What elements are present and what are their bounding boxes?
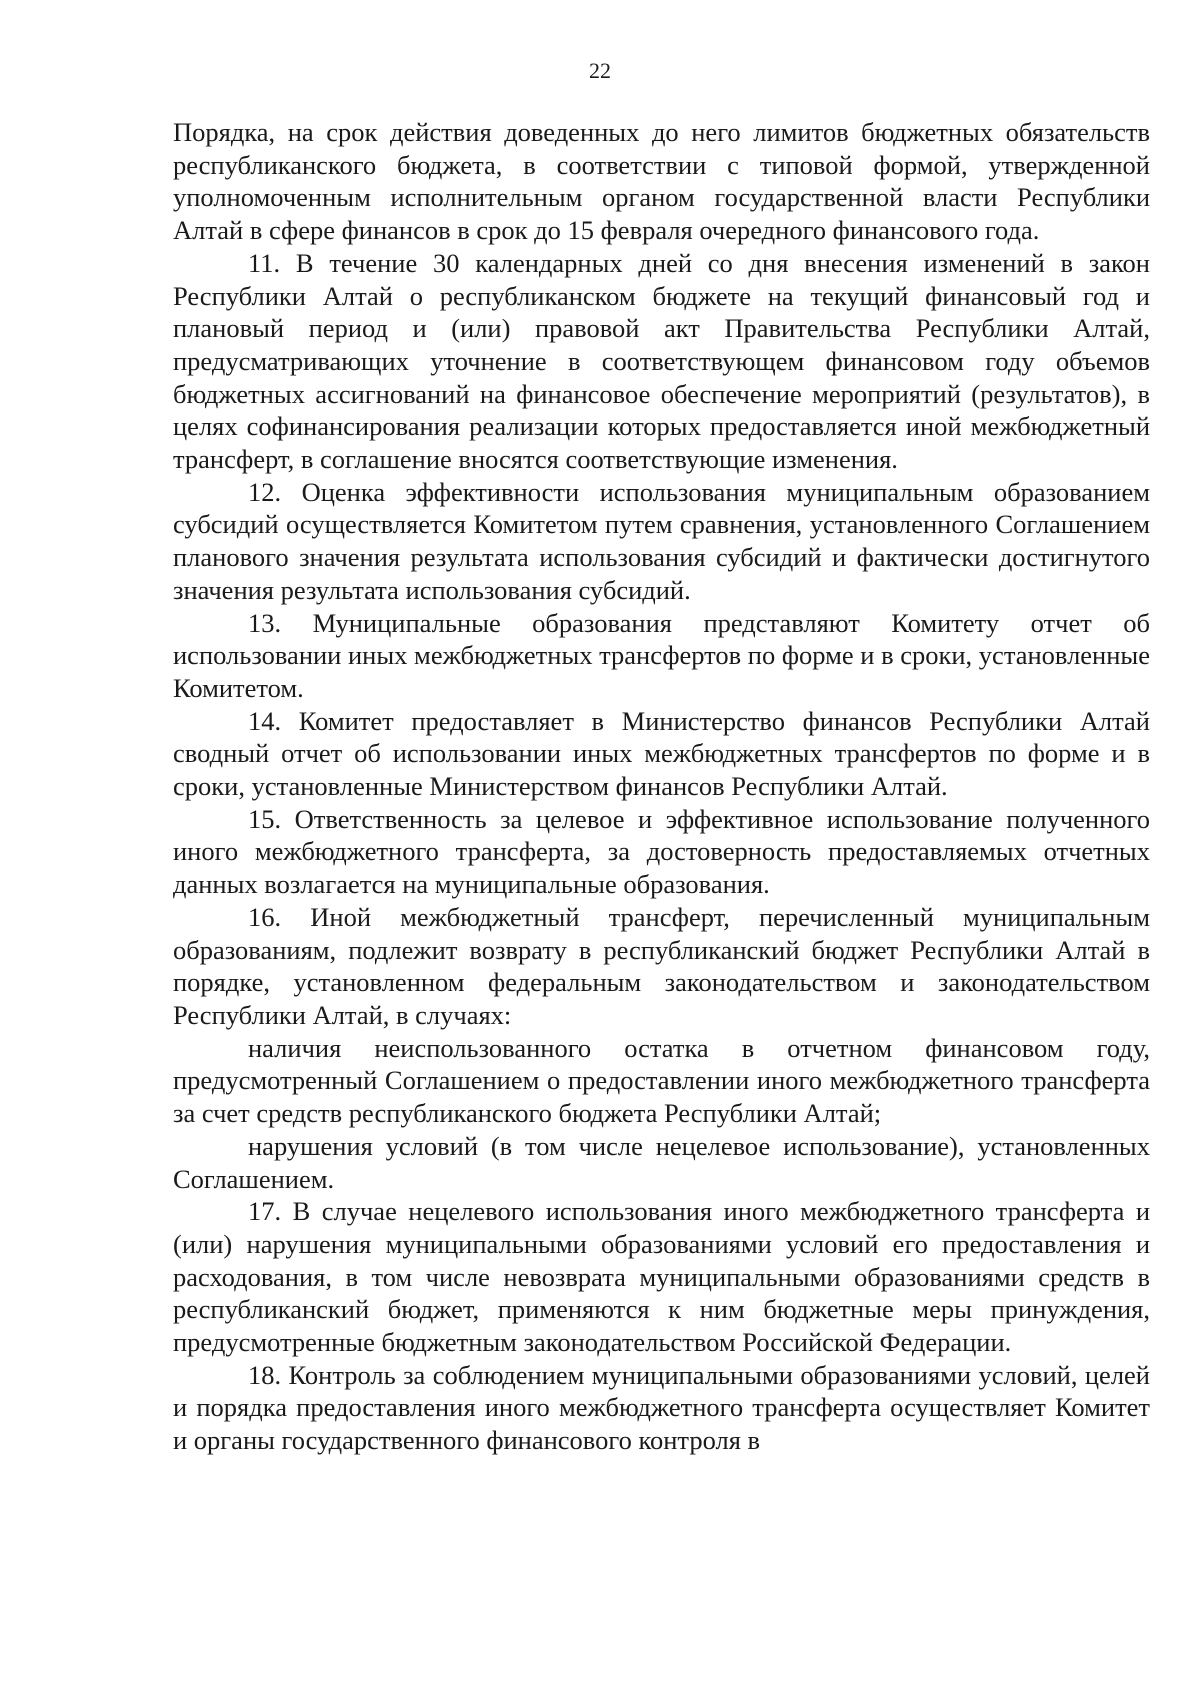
paragraph-17: 17. В случае нецелевого использования иного межбюджетного трансферта и (или) нарушения муниципальными образованиями условий его предоставления и расходования, в том числе невозврата муниципальными образованиями средств в республиканский бюджет, применяются к ним бюджетные меры принуждения, предусмотренные бюджетным законодательством Российской Федерации. — [173, 1196, 1150, 1358]
paragraph-16-case-2: нарушения условий (в том числе нецелевое использование), установленных Соглашением. — [173, 1130, 1150, 1194]
document-body — [173, 116, 1150, 1457]
paragraph-continuation: Порядка, на срок действия доведенных до него лимитов бюджетных обязательств республиканского бюджета, в соответствии с типовой формой, утвержденной уполномоченным исполнительным органом государственной власти Республики Алтай в сфере финансов в срок до 15 февраля очередного финансового года. — [173, 117, 1150, 246]
paragraph-15: 15. Ответственность за целевое и эффективное использование полученного иного межбюджетного трансферта, за достоверность предоставляемых отчетных данных возлагается на муниципальные образования. — [173, 803, 1150, 900]
paragraph-16-case-1: наличия неиспользованного остатка в отчетном финансовом году, предусмотренный Соглашением о предоставлении иного межбюджетного трансферта за счет средств республиканского бюджета Республики Алтай; — [173, 1032, 1150, 1129]
page-number: 22 — [589, 58, 611, 83]
paragraph-12: 12. Оценка эффективности использования муниципальным образованием субсидий осуществляется Комитетом путем сравнения, установленного Соглашением планового значения результата использования субсидий и фактически достигнутого значения результата использования субсидий. — [173, 476, 1150, 605]
paragraph-18: 18. Контроль за соблюдением муниципальными образованиями условий, целей и порядка предоставления иного межбюджетного трансферта осуществляет Комитет и органы государственного финансового контроля в — [173, 1359, 1150, 1456]
paragraph-13: 13. Муниципальные образования представляют Комитету отчет об использовании иных межбюджетных трансфертов по форме и в сроки, установленные Комитетом. — [173, 607, 1150, 703]
paragraph-14: 14. Комитет предоставляет в Министерство финансов Республики Алтай сводный отчет об использовании иных межбюджетных трансфертов по форме и в сроки, установленные Министерством финансов Республики Алтай. — [173, 705, 1150, 802]
paragraph-16: 16. Иной межбюджетный трансферт, перечисленный муниципальным образованиям, подлежит возврату в республиканский бюджет Республики Алтай в порядке, установленном федеральным законодательством и законодательством Республики Алтай, в случаях: — [173, 901, 1150, 1030]
paragraph-11: 11. В течение 30 календарных дней со дня внесения изменений в закон Республики Алтай о республиканском бюджете на текущий финансовый год и плановый период и (или) правовой акт Правительства Республики Алтай, предусматривающих уточнение в соответствующем финансовом году объемов бюджетных ассигнований на финансовое обеспечение мероприятий (результатов), в целях софинансирования реализации которых предоставляется иной межбюджетный трансферт, в соглашение вносятся соответствующие изменения. — [173, 247, 1150, 475]
